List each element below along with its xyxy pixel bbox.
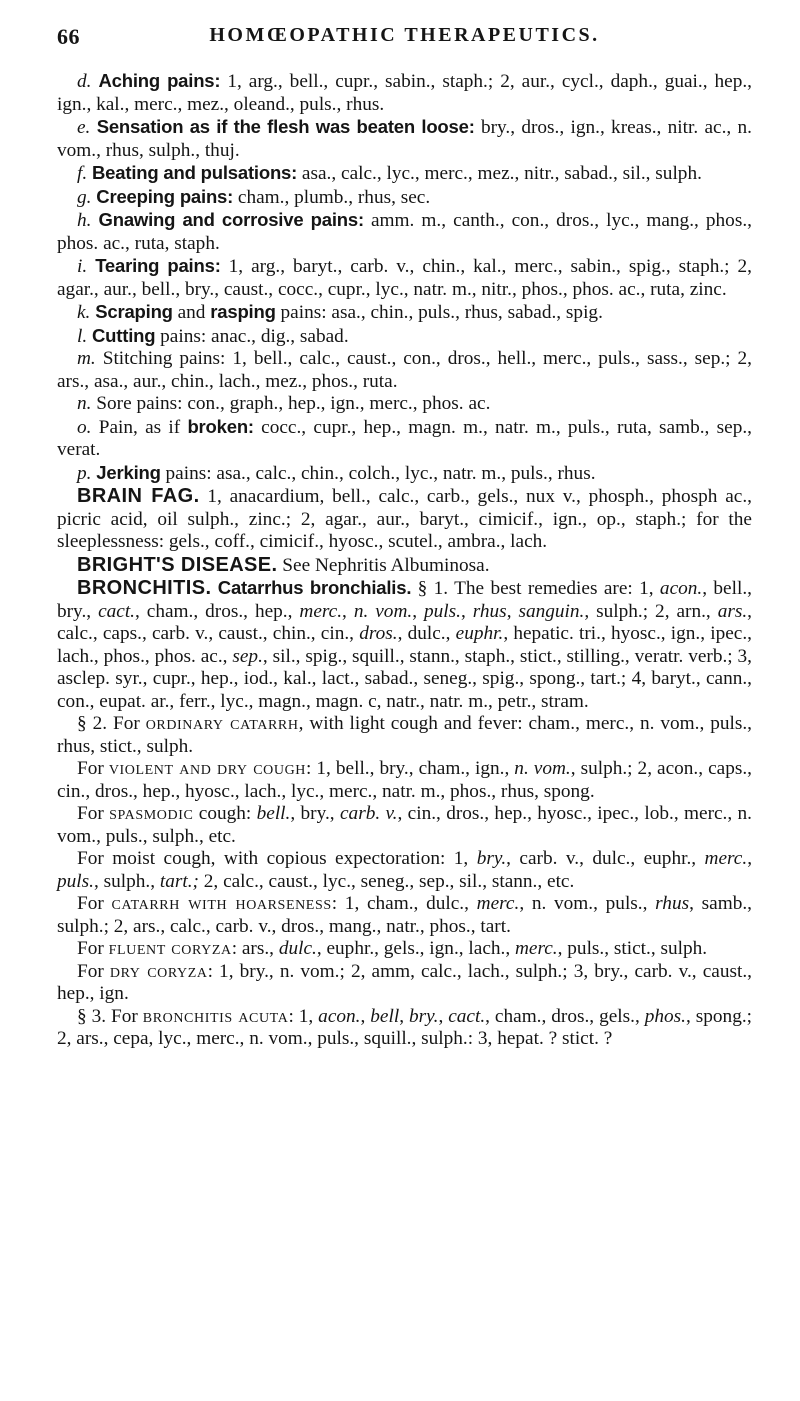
bold-term: Beating and pulsations: (92, 162, 298, 183)
text-run: , calc., caps., carb. v., caust., chin., cin., (57, 600, 752, 644)
paragraph (57, 393, 752, 416)
bold-term: Creeping pains: (96, 185, 234, 207)
italic-text: g. (77, 186, 92, 208)
paragraph (57, 554, 752, 578)
text-run: , (460, 600, 473, 622)
text-run: , hepatic. tri., hyosc., ign., ipec., lach., phos., phos. ac., (57, 623, 752, 667)
text-run: , (399, 1005, 409, 1027)
text-run: pains: asa., chin., puls., rhus, sabad., spig. (275, 302, 603, 323)
italic-text: merc. (514, 938, 558, 959)
italic-text: k. (77, 302, 91, 323)
paragraph (57, 577, 752, 713)
paragraph (57, 462, 752, 486)
paragraph (57, 209, 752, 255)
text-run: amm. m., canth., con., dros., lyc., mang., phos., phos. ac., ruta, staph. (57, 210, 752, 254)
text-run: , (360, 1005, 371, 1027)
italic-text: puls. (423, 600, 461, 622)
text-run: , (438, 1005, 449, 1027)
italic-text: puls. (57, 870, 94, 892)
paragraph (57, 803, 752, 848)
text-run: , bry., (290, 803, 340, 824)
italic-text: bry. (408, 1005, 439, 1027)
italic-text: sep. (232, 645, 263, 667)
italic-text: cact. (98, 600, 135, 622)
italic-text: rhus (655, 893, 690, 914)
entry-heading: BRAIN FAG. (77, 485, 200, 507)
paragraph (57, 116, 752, 162)
italic-text: o. (77, 416, 92, 438)
bold-term: Cutting (92, 324, 156, 346)
text-run: 1, arg., bell., cupr., sabin., staph.; 2, aur., cycl., daph., guai., hep., ign., kal., merc., mez., oleand., puls., rhus. (57, 71, 752, 115)
italic-text: merc. (476, 893, 520, 914)
italic-text: phos. (644, 1005, 686, 1027)
text-run: 1, anacardium, bell., calc., carb., gels., nux v., phosph., phosph ac., picric acid, oil sulph., zinc.; 2, agar., aur., baryt., cimicif., ign., op., staph.; for the sleeplessness: gels., coff., cimicif., hyosc., scutel., ambra., lach. (57, 486, 752, 552)
text-run: For moist cough, with copious expectoration: 1, (77, 848, 477, 869)
italic-text: bell. (256, 803, 291, 824)
small-caps-text: catarrh with hoarseness (111, 893, 332, 914)
italic-text: rhus (472, 600, 507, 622)
paragraph (57, 70, 752, 116)
text-run: , sulph., (93, 870, 160, 892)
text-run: , sulph.; 2, acon., caps., cin., dros., hep., hyosc., lach., lyc., merc., natr. m., phos., rhus, spong. (57, 758, 752, 802)
text-run: For (77, 803, 110, 824)
text-run: Pain, as if (91, 416, 188, 438)
text-run: For (77, 960, 110, 982)
text-run: bry., dros., ign., kreas., nitr. ac., n. vom., rhus, sulph., thuj. (57, 117, 753, 161)
bold-term: Catarrhus bronchialis. (217, 577, 412, 598)
text-run: , sil., spig., squill., stann., staph., stict., stilling., veratr. verb.; 3, asclep. syr., cupr., hep., iod., kal., lact., sabad., seneg., spig., spong., tart.; 4, baryt., cann., con., eupat. ar., ferr., lyc., magn., magn. c, natr., natr. m., petr., stram. (57, 645, 752, 712)
text-run: , cham., dros., gels., (485, 1005, 645, 1027)
italic-text: ars. (717, 600, 748, 622)
text-run: , carb. v., dulc., euphr., (506, 848, 705, 869)
text-run: cham., plumb., rhus, sec. (233, 186, 431, 208)
small-caps-text: violent and dry cough (108, 758, 307, 779)
italic-text: l. (77, 325, 88, 347)
small-caps-text: spasmodic (109, 803, 194, 824)
italic-text: f. (77, 163, 88, 184)
text-run: § 1. The best remedies are: 1, (411, 578, 660, 599)
italic-text: cact. (448, 1005, 486, 1027)
bold-term: Scraping (95, 301, 173, 322)
page-header (57, 0, 752, 70)
paragraph (57, 938, 752, 961)
italic-text: merc. (704, 848, 748, 869)
text-run: See Nephritis Albuminosa. (277, 554, 490, 576)
text-run: , n. vom., puls., (519, 893, 656, 914)
text-run: Stitching pains: 1, bell., calc., caust., con., dros., hell., merc., puls., sass., sep.; 2, ars., asa., aur., chin., lach., mez., phos., ruta. (57, 348, 752, 392)
text-run: and (172, 302, 211, 323)
text-run: For (77, 758, 109, 779)
paragraph (57, 348, 752, 393)
text-run: , dulc., (397, 623, 456, 644)
text-run (87, 256, 95, 277)
small-caps-text: ordinary catarrh (145, 713, 299, 734)
text-run: : 1, cham., dulc., (331, 893, 477, 914)
paragraph (57, 485, 752, 554)
bold-term: Tearing pains: (95, 255, 221, 276)
text-run: : ars., (231, 938, 279, 959)
italic-text: p. (77, 462, 92, 484)
small-caps-text: bronchitis acuta (142, 1005, 289, 1027)
italic-text: merc. (299, 600, 343, 622)
italic-text: acon. (318, 1005, 361, 1027)
text-run: For (77, 893, 112, 914)
paragraph (57, 713, 752, 758)
text-run: , cham., dros., hep., (135, 600, 300, 622)
bold-term: rasping (210, 301, 276, 322)
text-run: : 1, bry., n. vom.; 2, amm, calc., lach., sulph.; 3, bry., carb. v., caust., hep., ign. (57, 960, 752, 1004)
text-run: , (412, 600, 424, 622)
paragraph (57, 961, 752, 1006)
text-run: , with light cough and fever: cham., merc., n. vom., puls., rhus, stict., sulph. (57, 713, 752, 757)
bold-term: Gnawing and corrosive pains: (98, 209, 364, 230)
text-run: , cin., dros., hep., hyosc., ipec., lob., merc., n. vom., puls., sulph., etc. (57, 803, 753, 847)
bold-term: Aching pains: (98, 70, 221, 91)
text-run: , spong.; 2, ars., cepa, lyc., merc., n. vom., puls., squill., sulph.: 3, hepat. ? stict. ? (57, 1005, 753, 1049)
italic-text: bell (370, 1005, 400, 1027)
text-run: , sulph.; 2, arn., (584, 600, 718, 622)
text-run: , euphr., gels., ign., lach., (316, 938, 515, 959)
text-run: 2, calc., caust., lyc., seneg., sep., sil., stann., etc. (198, 870, 575, 892)
paragraph (57, 186, 752, 210)
text-run: , bell., bry., (57, 578, 752, 622)
bold-term: Sensation as if the flesh was beaten loose: (96, 116, 475, 137)
text-run: For (77, 938, 109, 959)
running-title: HOMŒOPATHIC THERAPEUTICS. (209, 24, 600, 46)
entry-heading: BRONCHITIS. (77, 577, 212, 599)
small-caps-text: fluent coryza (108, 938, 232, 959)
text-run: pains: asa., calc., chin., colch., lyc., natr. m., puls., rhus. (160, 462, 596, 484)
small-caps-text: dry coryza (109, 960, 208, 982)
bold-term: broken: (187, 415, 254, 437)
italic-text: h. (77, 210, 92, 231)
italic-text: bry. (476, 848, 507, 869)
text-run: : 1, bell., bry., cham., ign., (306, 758, 515, 779)
text-run: asa., calc., lyc., merc., mez., nitr., sabad., sil., sulph. (297, 163, 702, 184)
entry-heading: BRIGHT'S DISEASE. (77, 553, 278, 576)
text-run: cocc., cupr., hep., magn. m., natr. m., puls., ruta, samb., sep., verat. (57, 416, 752, 460)
page-number: 66 (57, 24, 80, 49)
italic-text: d. (77, 71, 92, 92)
paragraph (57, 255, 752, 301)
text-run: § 2. For (77, 713, 146, 734)
italic-text: euphr. (455, 623, 504, 644)
text-run: pains: anac., dig., sabad. (155, 325, 349, 347)
text-run: 1, arg., baryt., carb. v., chin., kal., merc., sabin., spig., staph.; 2, agar., aur., bell., bry., caust., cocc., cupr., lyc., natr. m., nitr., phos., phos. ac., ruta, zinc. (57, 256, 753, 300)
italic-text: tart.; (159, 870, 199, 892)
italic-text: acon. (659, 578, 703, 599)
italic-text: carb. v. (340, 803, 398, 824)
text-run: , puls., stict., sulph. (557, 938, 708, 959)
body-text (57, 70, 752, 1051)
italic-text: n. vom. (353, 600, 413, 622)
text-run: cough: (193, 803, 257, 824)
italic-text: sanguin. (518, 600, 585, 622)
paragraph (57, 893, 752, 938)
italic-text: n. vom. (514, 758, 571, 779)
text-run: Sore pains: con., graph., hep., ign., merc., phos. ac. (91, 393, 491, 414)
text-run: , (342, 600, 354, 622)
paragraph (57, 848, 752, 893)
italic-text: m. (77, 348, 96, 369)
text-run: § 3. For (77, 1005, 143, 1027)
text-run: : 1, (288, 1005, 319, 1027)
italic-text: dulc. (278, 938, 317, 959)
italic-text: e. (77, 117, 91, 138)
paragraph (57, 416, 752, 462)
italic-text: i. (77, 256, 88, 277)
text-run (91, 210, 98, 231)
bold-term: Jerking (96, 461, 161, 483)
text-run: , (506, 600, 519, 622)
paragraph (57, 301, 752, 325)
paragraph (57, 1006, 752, 1051)
paragraph (57, 162, 752, 186)
paragraph (57, 758, 752, 803)
text-run: , samb., sulph.; 2, ars., calc., carb. v., dros., mang., natr., phos., tart. (57, 893, 752, 937)
italic-text: n. (77, 393, 92, 414)
italic-text: dros. (359, 623, 398, 644)
paragraph (57, 325, 752, 349)
text-run: , (747, 848, 753, 869)
